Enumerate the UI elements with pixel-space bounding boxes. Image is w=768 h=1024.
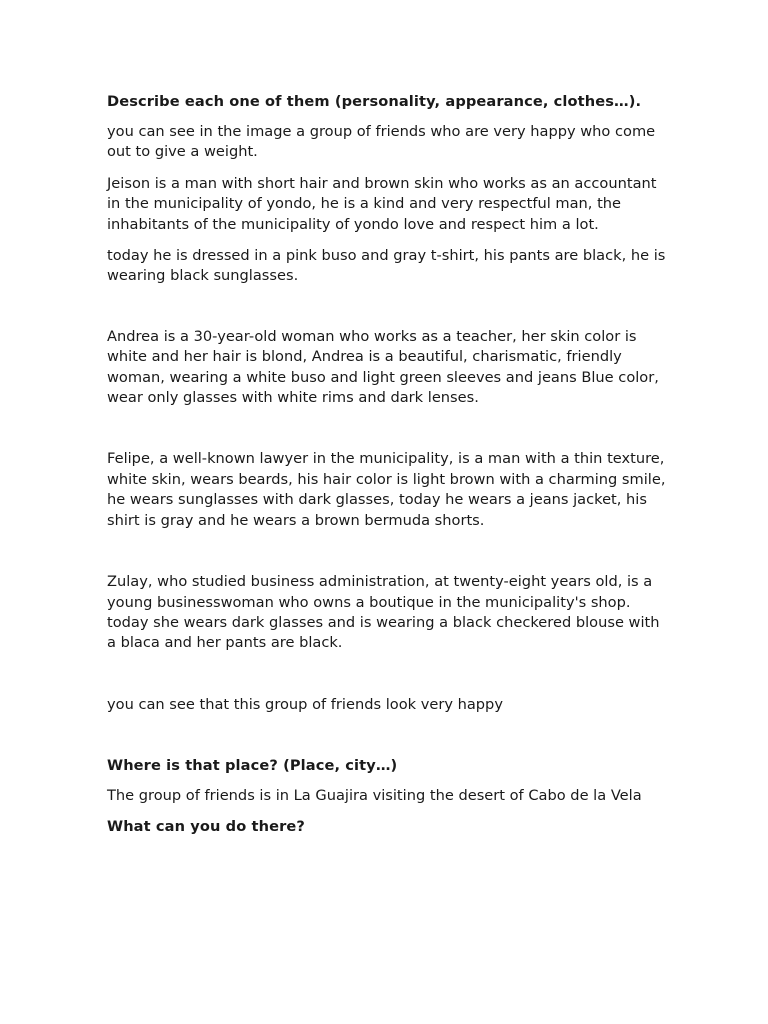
heading-describe: Describe each one of them (personality, appearance, clothes…).	[107, 93, 642, 110]
paragraph-zulay: Zulay, who studied business administration, at twenty-eight years old, is a young businesswoman who owns a boutique in the municipality's shop. today she wears dark glasses and is wearing a black checkered blouse with a blaca and her pants are black.	[107, 573, 660, 652]
heading-place: Where is that place? (Place, city…)	[107, 757, 398, 775]
paragraph-jeison-clothes: today he is dressed in a pink buso and gray t-shirt, his pants are black, he is wearing black sunglasses.	[107, 247, 666, 285]
paragraph-jeison-bio: Jeison is a man with short hair and brown skin who works as an accountant in the municipality of yondo, he is a kind and very respectful man, the inhabitants of the municipality of yondo love and respect him a lot.	[107, 174, 657, 233]
document-page	[107, 92, 667, 837]
paragraph-andrea: Andrea is a 30-year-old woman who works as a teacher, her skin color is white and her hair is blond, Andrea is a beautiful, charismatic, friendly woman, wearing a white buso and light green sleeves and jeans Blue color, wear only glasses with white rims and dark lenses.	[107, 327, 659, 407]
paragraph-place-answer: The group of friends is in La Guajira visiting the desert of Cabo de la Vela	[107, 787, 642, 805]
paragraph-intro: you can see in the image a group of friends who are very happy who come out to give a weight.	[107, 123, 656, 161]
heading-what-to-do: What can you do there?	[107, 817, 305, 835]
paragraph-closing: you can see that this group of friends look very happy	[107, 695, 503, 713]
paragraph-felipe: Felipe, a well-known lawyer in the municipality, is a man with a thin texture, white skin, wears beards, his hair color is light brown with a charming smile, he wears sunglasses with dark glasses, today he wears a jeans jacket, his shirt is gray and he wears a brown bermuda shorts.	[107, 450, 666, 529]
